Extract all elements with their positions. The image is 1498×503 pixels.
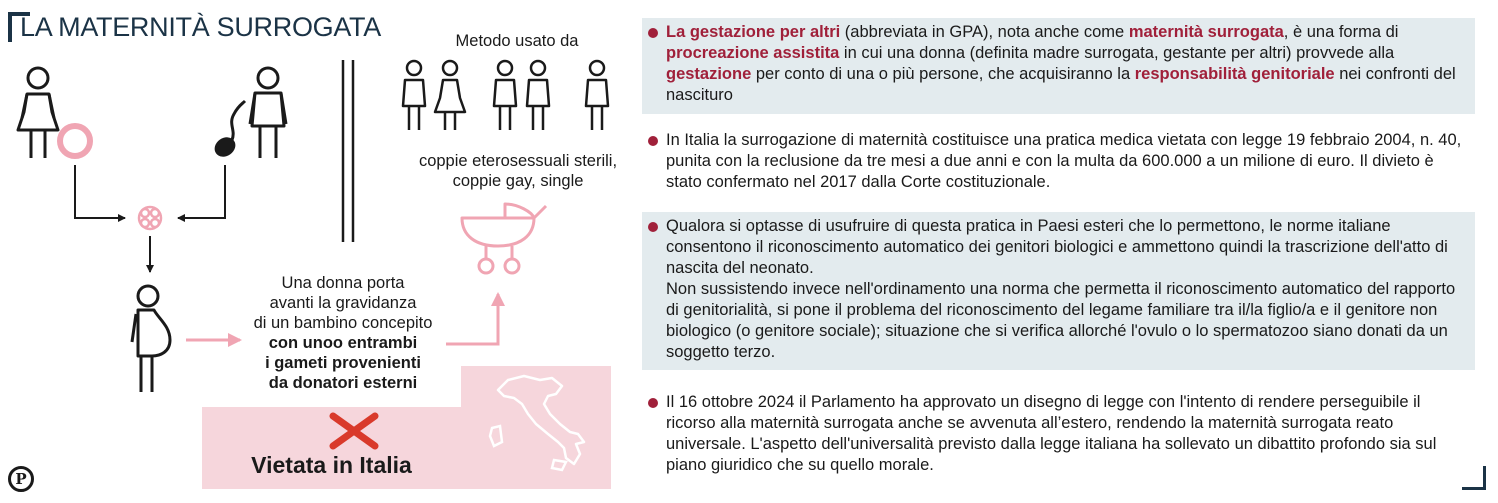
- sperm-icon: [211, 101, 245, 161]
- bullet-dot: [648, 136, 658, 146]
- highlight-term: La gestazione per altri: [666, 23, 841, 41]
- woman-donor-icon: [18, 68, 58, 158]
- paragraph-universal-crime: [642, 392, 1475, 480]
- ban-label: Vietata in Italia: [251, 452, 412, 478]
- paragraph-recognition: [642, 212, 1475, 370]
- highlight-term: procreazione assistita: [666, 44, 840, 62]
- paragraph-text: per conto di una o più persone, che acquisiranno la: [751, 65, 1135, 83]
- paragraph-italian-law: [642, 130, 1475, 198]
- single-person-icon: [586, 61, 608, 130]
- bullet-dot: [648, 398, 658, 408]
- sperm-to-embryo-arrow: [178, 165, 225, 218]
- paragraph-text: Il 16 ottobre 2024 il Parlamento ha approvato un disegno di legge con l'intento di rendere perseguibile il ricorso alla maternità surrogata anche se avvenuta all’estero, rendendo la maternità surrogata reato universale. L'aspetto dell'universalità previsto dalla legge italiana ha sollevato un dibattito profondo sia sul piano giuridico che su quello morale.: [666, 393, 1437, 474]
- process-line: di un bambino concepito: [253, 314, 433, 332]
- method-heading: Metodo usato da: [455, 32, 579, 50]
- paragraph-text: nei confronti del nascituro: [666, 65, 1456, 104]
- highlight-term: maternità surrogata: [1128, 23, 1284, 41]
- process-line-bold: da donatori esterni: [268, 374, 418, 392]
- italy-map-icon: [478, 372, 593, 477]
- process-caption: [236, 273, 450, 393]
- hetero-couple-icon: [403, 61, 465, 130]
- highlight-term: responsabilità genitoriale: [1134, 65, 1335, 83]
- pregnant-woman-icon: [132, 286, 170, 392]
- method-users: coppie eterosessuali sterili, coppie gay, single: [418, 152, 618, 190]
- process-line: avanti la gravidanza: [269, 294, 417, 312]
- publisher-logo: P: [8, 466, 34, 492]
- page-title: LA MATERNITÀ SURROGATA: [20, 12, 381, 42]
- process-line-bold: i gameti provenienti: [265, 354, 421, 372]
- bullet-dot: [648, 222, 658, 232]
- stroller-icon: [462, 204, 546, 273]
- bullet-dot: [648, 28, 658, 38]
- paragraph-text: In Italia la surrogazione di maternità costituisce una pratica medica vietata con legge 19 febbraio 2004, n. 40, punita con la reclusione da tre mesi a due anni e con la multa da 600.000 a un milione di euro. Il divieto è stato confermato nel 2017 dalla Corte costituzionale.: [666, 131, 1462, 191]
- paragraph-text: , è una forma di: [1283, 23, 1399, 41]
- paragraph-text: Qualora si optasse di usufruire di questa pratica in Paesi esteri che lo permettono, le norme italiane consentono il riconoscimento automatico dei genitori biologici e ammettono quindi la trascrizione dell'atto di nascita del neonato.: [666, 217, 1448, 277]
- paragraph-text: in cui una donna (definita madre surrogata, gestante per altri) provvede alla: [839, 44, 1395, 62]
- process-line: Una donna porta: [281, 274, 405, 292]
- egg-to-embryo-arrow: [75, 165, 125, 218]
- birth-arrow: [446, 294, 498, 344]
- egg-cell-icon: [60, 126, 90, 156]
- process-line-bold: con unoo entrambi: [268, 334, 418, 352]
- cross-icon: [327, 412, 381, 450]
- man-donor-icon: [250, 68, 286, 158]
- paragraph-definition: [642, 18, 1475, 114]
- paragraph-text: Non sussistendo invece nell'ordinamento una norma che permetta il riconoscimento automatico del rapporto di genitorialità, si pone il problema del riconoscimento del legame familiare tra il/la figlio/a e il genitore non biologico (o genitore sociale); situazione che si verifica allorché l'ovulo o lo spermatozoo siano donati da un soggetto terzo.: [666, 280, 1456, 361]
- embryo-icon: [139, 207, 161, 229]
- highlight-term: gestazione: [666, 65, 752, 83]
- paragraph-text: (abbreviata in GPA), nota anche come: [840, 23, 1129, 41]
- gay-couple-icon: [494, 61, 549, 130]
- corner-bracket: [1462, 466, 1486, 490]
